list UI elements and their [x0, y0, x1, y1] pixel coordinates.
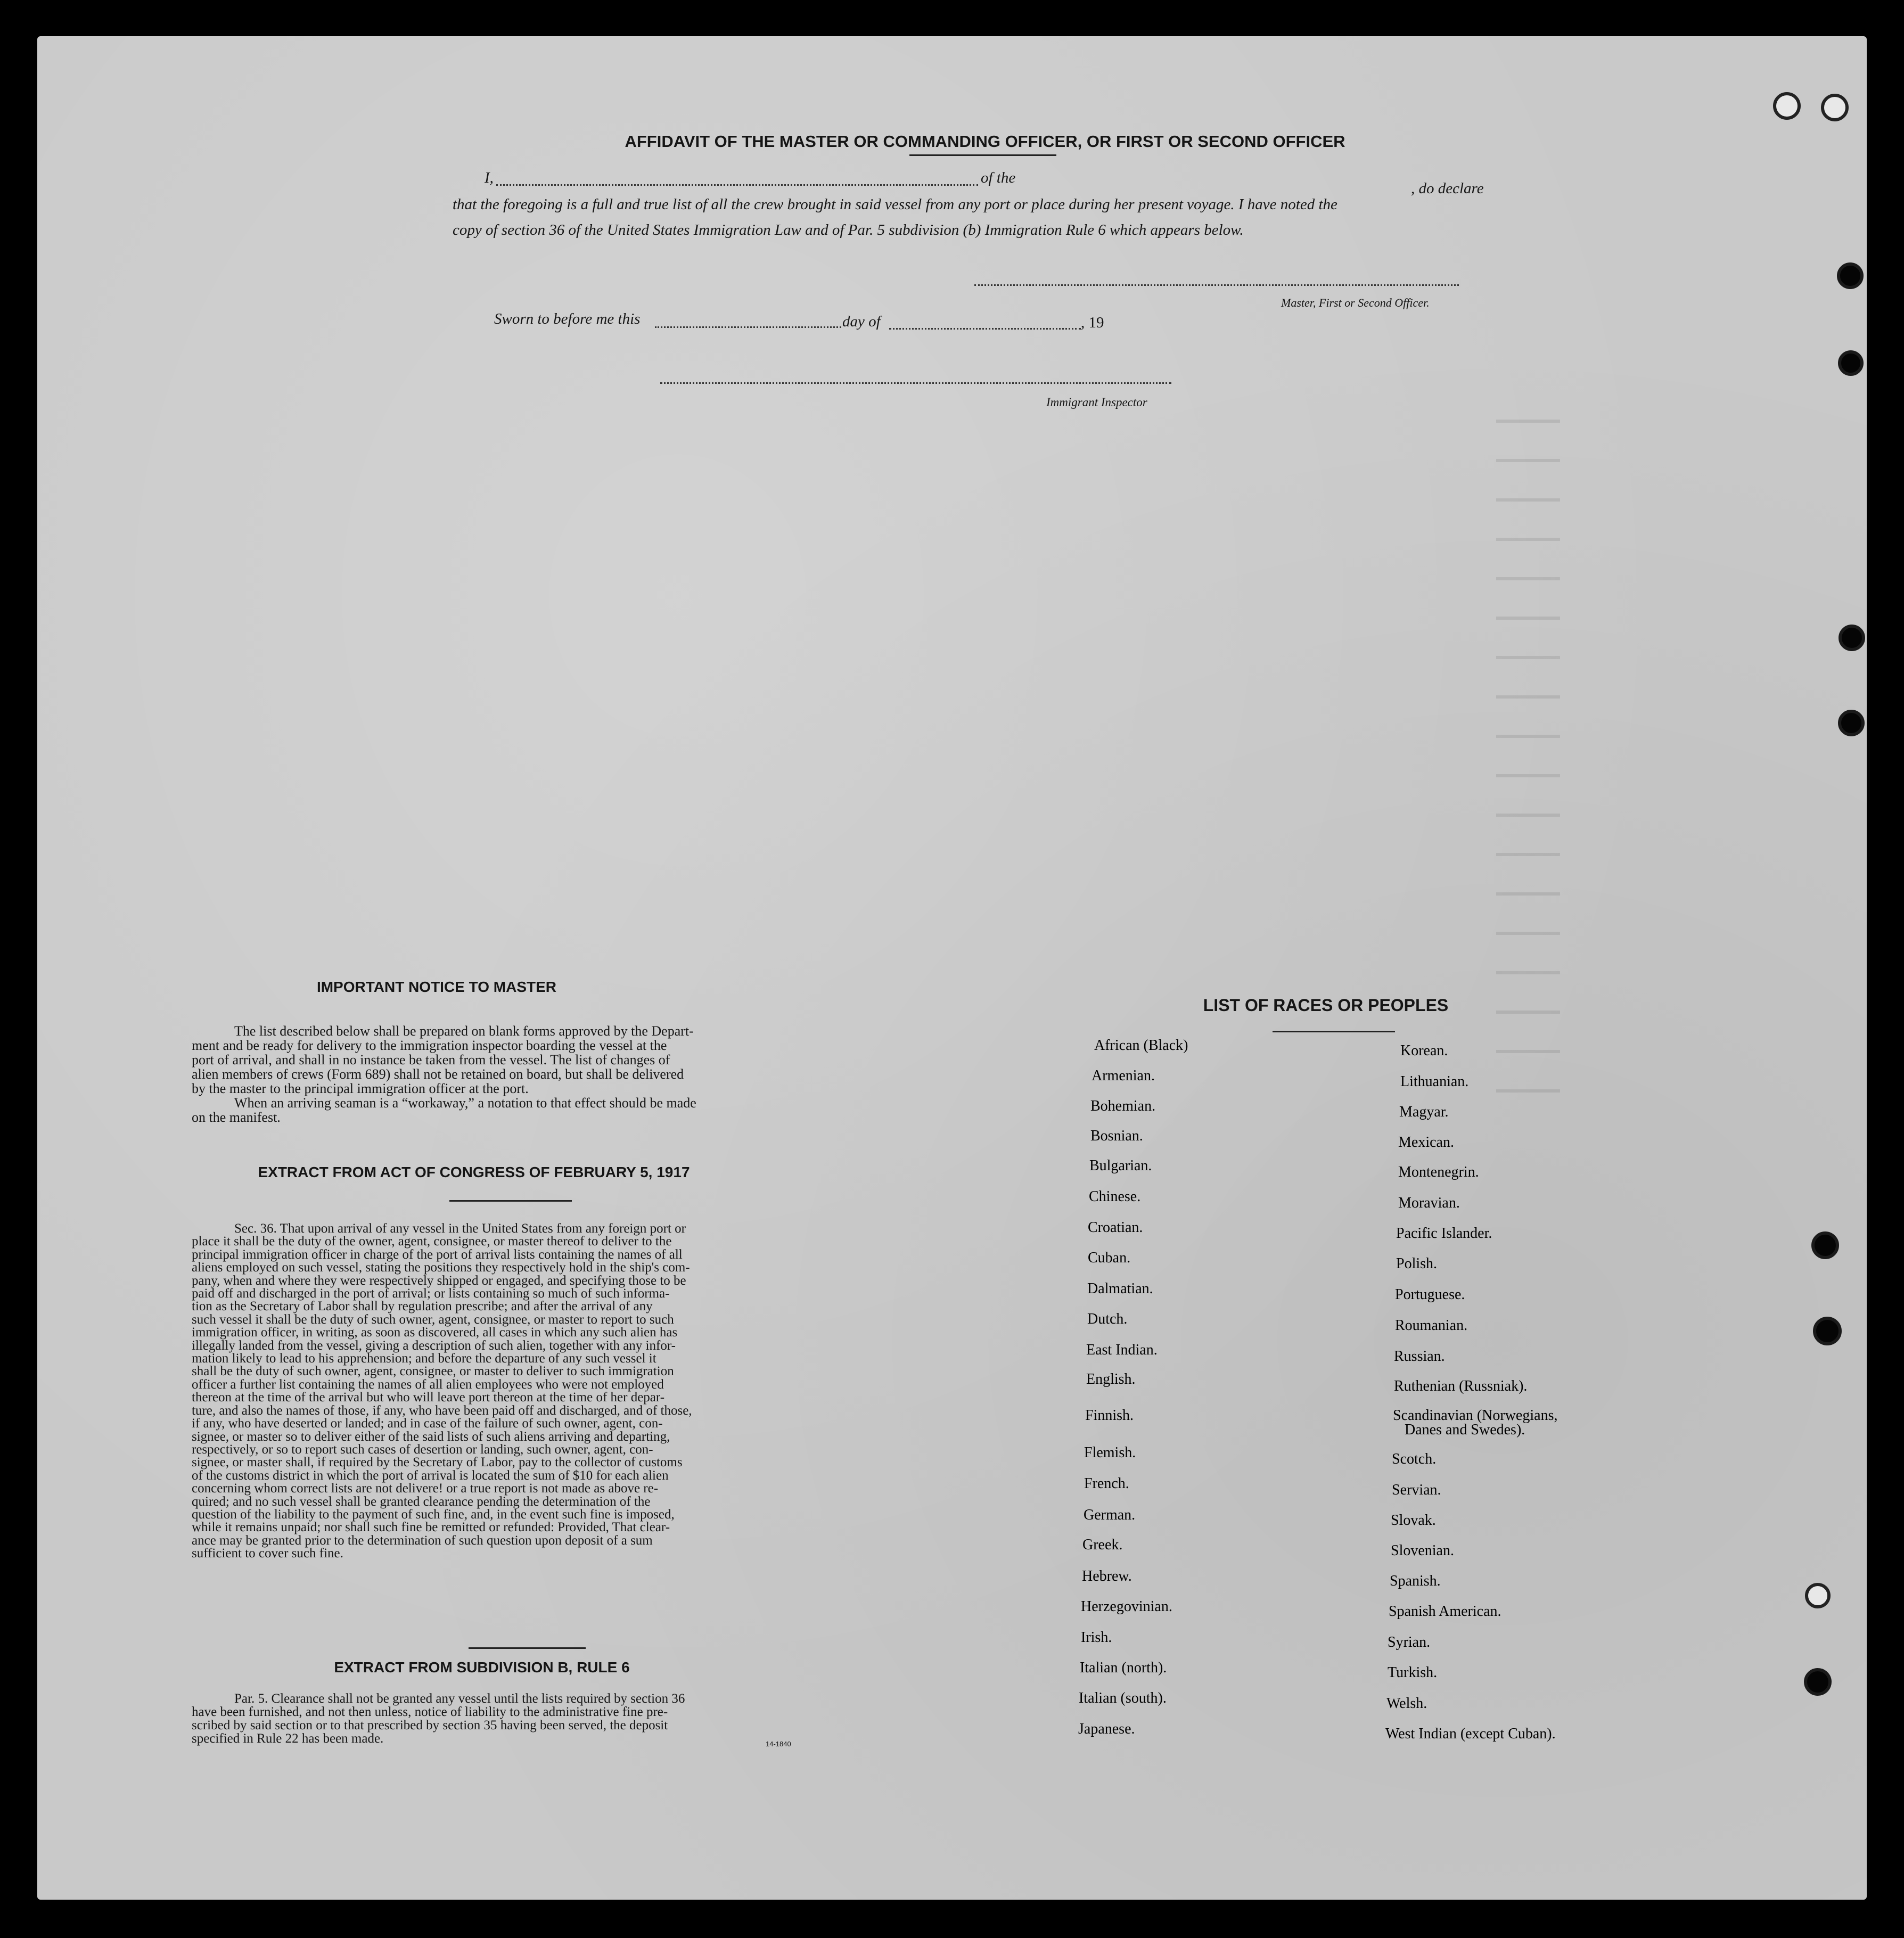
affidavit-line3: copy of section 36 of the United States Immigration Law and of Par. 5 subdivision (b) Immigration Rule 6 which appears below. [453, 221, 1244, 239]
binder-hole [1811, 1231, 1839, 1259]
binder-hole [1804, 1668, 1832, 1696]
race-item: Hebrew. [1082, 1568, 1132, 1584]
inspector-signature-line [660, 382, 1171, 384]
affidavit-of-the-label: of the [981, 169, 1016, 186]
act-line: if any, who have deserted or landed; and in case of the failure of such owner, agent, con- [192, 1416, 663, 1431]
race-item: Spanish American. [1389, 1603, 1501, 1620]
notice-line: by the master to the principal immigration officer at the port. [192, 1081, 529, 1096]
race-item: French. [1084, 1475, 1129, 1492]
race-item: Korean. [1400, 1042, 1448, 1059]
affidavit-do-declare: , do declare [1411, 180, 1484, 197]
section-label: Sec. 36. [234, 1221, 277, 1236]
rule-extract-body [192, 1692, 844, 1745]
race-item: East Indian. [1086, 1342, 1158, 1358]
race-item: Turkish. [1388, 1664, 1438, 1681]
divider [909, 154, 1056, 156]
act-line: place it shall be the duty of the owner, agent, consignee, or master thereof to deliver to the [192, 1234, 672, 1249]
act-line: shall be the duty of such owner, agent, consignee, or master to deliver to such immigration [192, 1364, 674, 1379]
binder-hole [1837, 262, 1864, 289]
act-line: concerning whom correct lists are not delivere! or a true report is not made as above re- [192, 1481, 659, 1496]
act-line: pany, when and where they were respectively shipped or engaged, and specifying those to be [192, 1273, 686, 1288]
rule-extract-heading: EXTRACT FROM SUBDIVISION B, RULE 6 [334, 1659, 630, 1676]
act-line: signee, or master so to deliver either of the said lists of such aliens arriving and departing, [192, 1429, 670, 1444]
race-item: Russian. [1394, 1348, 1445, 1365]
rule-line: scribed by said section or to that prescribed by section 35 having been served, the deposit [192, 1718, 668, 1732]
race-item: German. [1084, 1507, 1136, 1523]
race-item: Chinese. [1089, 1188, 1141, 1205]
notice-line: on the manifest. [192, 1110, 281, 1125]
act-line: immigration officer, in writing, as soon as discovered, all cases in which any such alien has [192, 1325, 678, 1340]
affidavit-line2: that the foregoing is a full and true list of all the crew brought in said vessel from any port or place during her present voyage. I have noted the [453, 196, 1337, 213]
document-page [37, 36, 1867, 1900]
notice-line: The list described below shall be prepared on blank forms approved by the Depart- [234, 1023, 694, 1039]
race-item: Slovak. [1391, 1512, 1436, 1529]
act-line: quired; and no such vessel shall be granted clearance pending the determination of the [192, 1494, 651, 1509]
act-line: question of the liability to the payment of such fine, and, in the event such fine is imposed, [192, 1507, 675, 1522]
divider [1273, 1031, 1395, 1032]
divider [469, 1647, 586, 1649]
sworn-day-blank [655, 326, 841, 328]
divider [449, 1200, 572, 1202]
race-item: Dalmatian. [1087, 1280, 1153, 1297]
race-item: Croatian. [1088, 1219, 1143, 1236]
binder-hole [1805, 1583, 1831, 1608]
race-item: Japanese. [1078, 1721, 1135, 1737]
binder-hole-top-2 [1821, 94, 1849, 121]
act-line: sufficient to cover such fine. [192, 1546, 343, 1561]
notice-line: port of arrival, and shall in no instance be taken from the vessel. The list of changes of [192, 1052, 670, 1067]
act-line: such vessel it shall be the duty of such owner, agent, consignee, or master to report to such [192, 1312, 674, 1327]
day-of-label: day of [842, 313, 881, 330]
binder-hole [1838, 350, 1864, 376]
act-line: ture, and also the names of those, if any, who have been paid off and discharged, and of those, [192, 1403, 692, 1418]
race-item: Irish. [1081, 1629, 1112, 1646]
sworn-month-blank [889, 328, 1081, 330]
act-line: paid off and discharged in the port of arrival; or lists containing so much of such informa- [192, 1286, 670, 1301]
notice-line: ment and be ready for delivery to the immigration inspector boarding the vessel at the [192, 1038, 667, 1053]
act-line: signee, or master shall, if required by the Secretary of Labor, pay to the collector of customs [192, 1455, 683, 1470]
race-item: Dutch. [1087, 1311, 1128, 1327]
race-item: Montenegrin. [1398, 1164, 1479, 1180]
race-item: Scandinavian (Norwegians, [1393, 1407, 1558, 1424]
act-line: tion as the Secretary of Labor shall by regulation prescribe; and after the arrival of any [192, 1299, 653, 1314]
race-item: Roumanian. [1395, 1317, 1468, 1334]
race-item: Pacific Islander. [1396, 1225, 1492, 1242]
race-item: Finnish. [1085, 1407, 1134, 1424]
notice-heading: IMPORTANT NOTICE TO MASTER [316, 979, 557, 995]
race-item: Scotch. [1392, 1451, 1437, 1467]
act-extract-heading: EXTRACT FROM ACT OF CONGRESS OF FEBRUARY 5, 1917 [258, 1164, 690, 1180]
race-item: Bulgarian. [1089, 1157, 1152, 1174]
binder-hole [1839, 625, 1865, 651]
act-line: mation likely to lead to his apprehension; and before the departure of any such vessel it [192, 1351, 656, 1366]
races-heading: LIST OF RACES OR PEOPLES [1203, 996, 1449, 1015]
race-item: Herzegovinian. [1081, 1598, 1172, 1615]
race-item: Spanish. [1390, 1573, 1441, 1589]
act-line: principal immigration officer in charge of the port of arrival lists containing the names of all [192, 1247, 683, 1262]
sworn-label: Sworn to before me this [494, 310, 641, 327]
race-item: Greek. [1082, 1537, 1123, 1553]
race-item: African (Black) [1094, 1037, 1188, 1054]
rule-line: have been furnished, and not then unless, notice of liability to the administrative fine pre- [192, 1705, 668, 1719]
race-item: Servian. [1392, 1482, 1441, 1498]
race-item: Cuban. [1088, 1250, 1131, 1266]
race-item: Moravian. [1398, 1195, 1460, 1211]
binder-hole [1838, 710, 1865, 736]
race-item: Italian (south). [1079, 1690, 1167, 1706]
race-item: Bohemian. [1090, 1098, 1156, 1114]
act-line: while it remains unpaid; nor shall such fine be remitted or refunded: Provided, That clear- [192, 1520, 670, 1535]
race-item: English. [1086, 1371, 1136, 1387]
rule-line: specified in Rule 22 has been made. [192, 1731, 384, 1746]
race-item: Danes and Swedes). [1405, 1422, 1525, 1438]
form-number: 14-1840 [766, 1740, 791, 1748]
affidavit-heading: AFFIDAVIT OF THE MASTER OR COMMANDING OFFICER, OR FIRST OR SECOND OFFICER [625, 132, 1345, 151]
master-signature-caption: Master, First or Second Officer. [1281, 296, 1430, 309]
race-item: Slovenian. [1391, 1542, 1454, 1559]
race-item: Magyar. [1399, 1104, 1449, 1120]
year-prefix: , 19 [1081, 314, 1104, 331]
act-line: respectively, or so to report such cases of desertion or landing, such owner, agent, con- [192, 1442, 653, 1457]
act-line: of the customs district in which the port of arrival is located the sum of $10 for each alien [192, 1468, 669, 1483]
inspector-caption: Immigrant Inspector [1046, 396, 1147, 409]
race-item: Flemish. [1084, 1444, 1136, 1461]
race-item: Mexican. [1398, 1134, 1454, 1151]
bleed-through-marks [1496, 420, 1560, 1112]
binder-hole [1813, 1317, 1842, 1345]
race-item: Armenian. [1091, 1067, 1155, 1084]
race-item: Polish. [1396, 1255, 1438, 1272]
act-extract-body [192, 1222, 849, 1561]
rule-line: Par. 5. Clearance shall not be granted any vessel until the lists required by section 36 [234, 1691, 685, 1706]
race-item: Portuguese. [1395, 1286, 1465, 1303]
affidavit-i-label: I, [485, 169, 494, 186]
race-item: Bosnian. [1090, 1128, 1143, 1144]
race-item: Welsh. [1386, 1695, 1427, 1712]
act-line: thereon at the time of the arrival but who will leave port thereon at the time of her depar- [192, 1390, 665, 1405]
name-blank [496, 184, 978, 186]
race-item: Lithuanian. [1400, 1073, 1469, 1090]
notice-line: When an arriving seaman is a “workaway,” a notation to that effect should be made [234, 1095, 696, 1111]
act-line: illegally landed from the vessel, giving a description of such alien, together with any infor- [192, 1338, 676, 1353]
act-line: aliens employed on such vessel, stating the positions they respectively hold in the ship's com- [192, 1260, 690, 1275]
race-item: Italian (north). [1080, 1660, 1167, 1676]
act-line: officer a further list containing the names of all alien employees who were not employed [192, 1377, 664, 1392]
binder-hole-top-1 [1773, 92, 1801, 120]
race-item: Syrian. [1388, 1634, 1431, 1650]
master-signature-line [974, 284, 1459, 286]
notice-line: alien members of crews (Form 689) shall not be retained on board, but shall be delivered [192, 1066, 684, 1082]
act-line: ance may be granted prior to the determination of such question upon deposit of a sum [192, 1533, 653, 1548]
race-item: West Indian (except Cuban). [1385, 1726, 1556, 1742]
act-line: That upon arrival of any vessel in the United States from any foreign port or [280, 1221, 686, 1236]
race-item: Ruthenian (Russniak). [1394, 1378, 1528, 1394]
notice-paragraph-1 [192, 1024, 849, 1124]
